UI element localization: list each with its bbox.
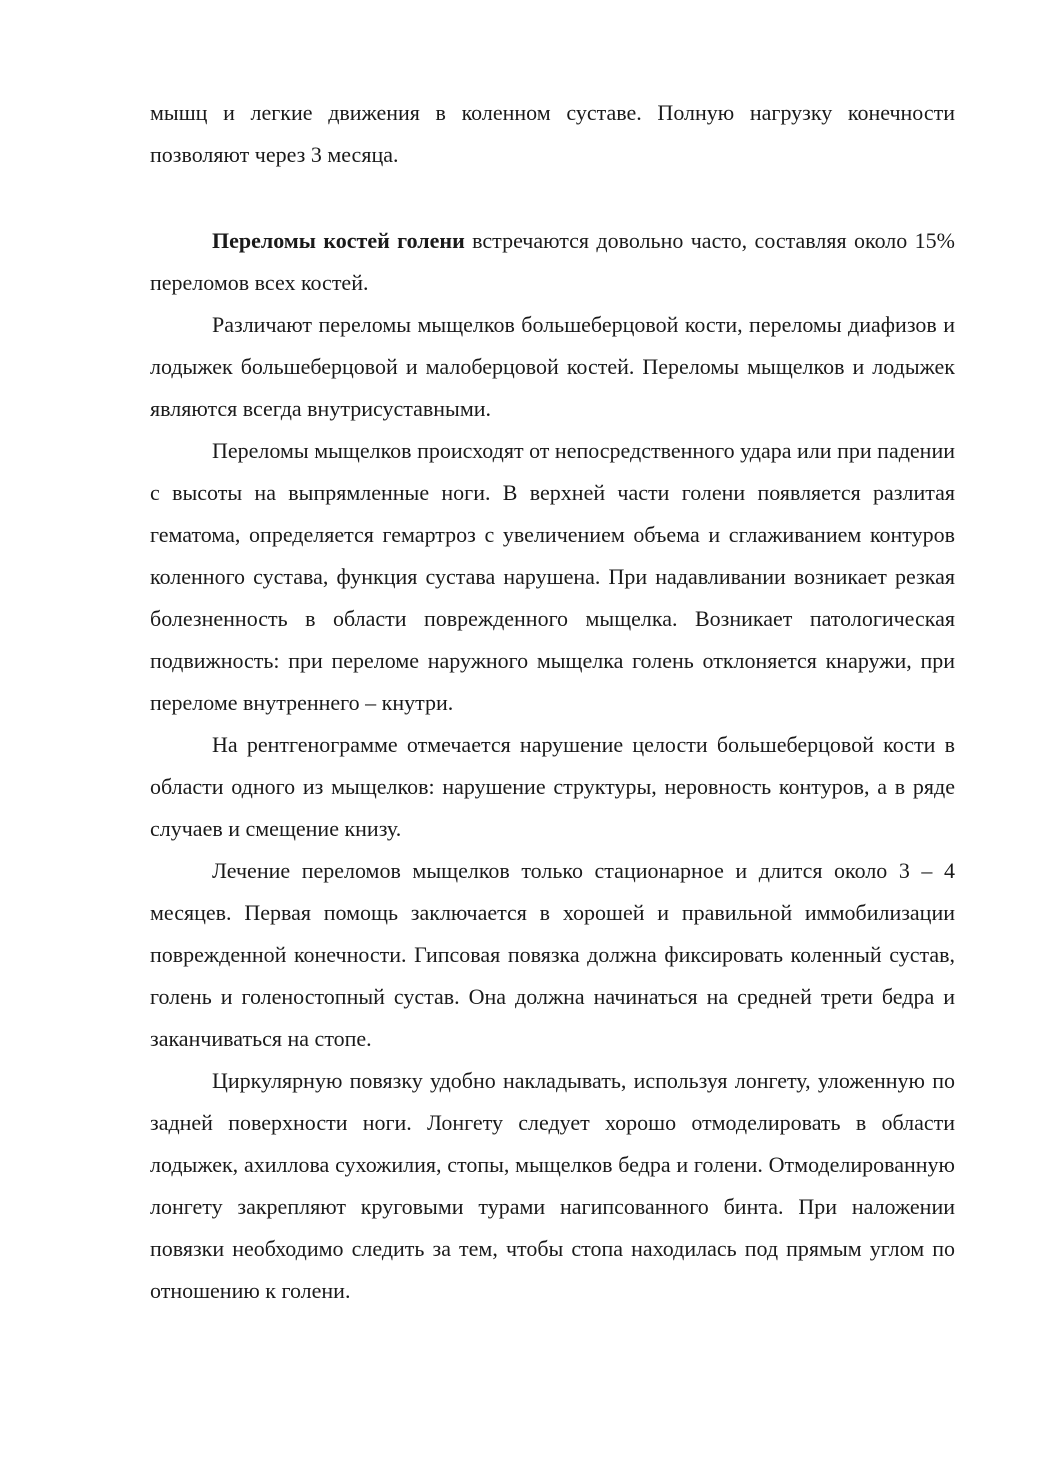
paragraph-continuation: мышц и легкие движения в коленном суставе. Полную нагрузку конечности позволяют через 3 месяца.	[150, 100, 955, 167]
bold-term: Переломы костей голени	[212, 228, 465, 253]
paragraph-text: встречаются довольно часто, составляя около 15% переломов всех костей.	[150, 228, 955, 295]
document-page	[150, 92, 955, 1312]
paragraph-treatment: Лечение переломов мыщелков только стационарное и длится около 3 – 4 месяцев. Первая помощь заключается в хорошей и правильной иммобилизации поврежденной конечности. Гипсовая повязка должна фиксировать коленный сустав, голень и голеностопный сустав. Она должна начинаться на средней трети бедра и заканчиваться на стопе.	[150, 858, 955, 1051]
paragraph-fracture-types: Различают переломы мыщелков большеберцовой кости, переломы диафизов и лодыжек большеберцовой и малоберцовой костей. Переломы мыщелков и лодыжек являются всегда внутрисуставными.	[150, 312, 955, 421]
paragraph-bandage: Циркулярную повязку удобно накладывать, используя лонгету, уложенную по задней поверхности ноги. Лонгету следует хорошо отмоделировать в области лодыжек, ахиллова сухожилия, стопы, мыщелков бедра и голени. Отмоделированную лонгету закрепляют круговыми турами нагипсованного бинта. При наложении повязки необходимо следить за тем, чтобы стопа находилась под прямым углом по отношению к голени.	[150, 1068, 955, 1303]
paragraph-xray: На рентгенограмме отмечается нарушение целости большеберцовой кости в области одного из мыщелков: нарушение структуры, неровность контуров, а в ряде случаев и смещение книзу.	[150, 732, 955, 841]
paragraph-tibia-fractures-intro	[150, 220, 955, 304]
paragraph-condyle-symptoms: Переломы мыщелков происходят от непосредственного удара или при падении с высоты на выпрямленные ноги. В верхней части голени появляется разлитая гематома, определяется гемартроз с увеличением объема и сглаживанием контуров коленного сустава, функция сустава нарушена. При надавливании возникает резкая болезненность в области поврежденного мыщелка. Возникает патологическая подвижность: при переломе наружного мыщелка голень отклоняется кнаружи, при переломе внутреннего – кнутри.	[150, 438, 955, 715]
